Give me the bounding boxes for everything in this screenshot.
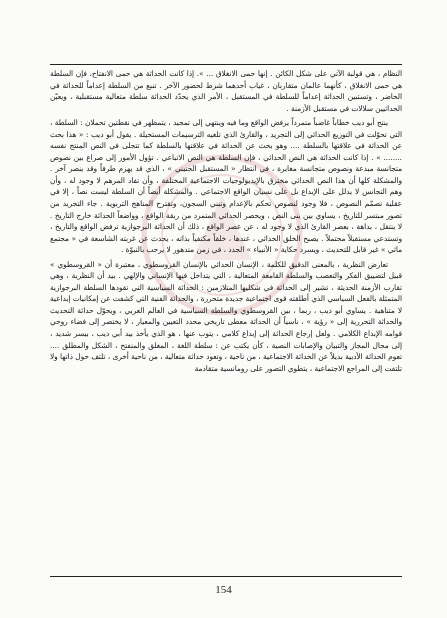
paragraph-2: ينتج أبو ديب خطاباً غاضباً متمرداً يرفض الواقع وما فيه وينتهي إلى تمجيد ، يتمظهر في نقطتين تحملان : السلطة ، التي تحوّلت في التوزيع الحداثي إلى التجريد ، والقارئ الذي تلغيه الترسيمات المستحيلة . يقول أبو ديب : « هذا بحث عن الحداثة في علاقتها بالسلطة .... وهو بحث عن الحداثة في علاقتها بالسلطة كما تتجلى في النص المنتج نفسه ........ » . إذا كانت الحداثة هي النص الحداثي ، فإن السلطة هي النص الاتباعي . تؤول الأمور إلى صراع بين نصوص متجانسة مبدعة ونصوص متجانسة مغايرة ، في انتظار « المستقبل الجنيني » ، الذي قد يهزم طرفاً وقد ينصر آخر . والمشكلة كلها أن هذا النص الحداثي مخترق بالإيديولوجيات الاجتماعية المختلفة ، وأن تفاد المرهم لا وجود له ، وأن وهم التجانس لا يدلل على الإبداع بل على نسيان الواقع الاجتماعي . والمشكلة أيضاً أن السلطة ليست نصاً ، إلا في عقلية تصمّم النصوص ، فلا وجود لنصوص تحكم بالإعدام وتبني السجون، وتقترح المناهج التربوية . جاء التجريد من تصور مبتسر للتاريخ ، يساوي بين بنى النص ، ويحصر الحداثي المتمرد من ربقة الواقع ، وواضعاً الحداثة خارج التاريخ . لا ينتقل ، بداهة ، بعصر القارئ الذي لا وجود له ، عن عصر الواقع ، ذلك أن الحداثة البرجوازية ترفض الواقع والتاريخ ، وتستدعي مستقبلاً محتملاً . يصبح الخلق الحداثي ، عندها ، خلقاً مكتفياً بذاته ، يحدث عن غربته الشاسعة في « مجتمع ماثي » غير قابل للتحديث ، ويسرد حكاية « الأنبياء » الجدد ، في زمن متدهور لا يرحب بالنبوّة . [50,118,402,255]
page-number: 154 [215,584,232,596]
paragraph-1: النظام ، هي قولبة الآتي على شكل الكائن . إنها حمى الانغلاق ... ». إذا كانت الحداثة هي حمى الانفتاح، فإن السلطة هي حمى الانغلاق ، كأنهما عالمان متقاربان ، غياب أحدهما شرط لحضور الآخر . تنبع من السلطة إعداماً للحداثة في الحاضر ، وتستبين الحداثة إعداماً للسلطة في المستقبل ، الأمر الذي يحدّد الحداثة سلطة متعالية مستقبلية ، ويعيّن الحداثيين سلالات في مستقبل الأزمنة . [50,69,402,113]
top-rule [50,64,402,65]
bottom-rule [50,576,402,577]
body-text [50,68,402,374]
paragraph-3: تعارض النظرية ، بالمعنى الدقيق للكلمة ، الإنسان الحداثي بالإنسان القروسطوي ، معتبرة أن « القروسطوي » قبيل لتضييق الفكر والتعصب والسلطة القامعة المتعالية ، التي يتداخل فيها الإنساني والإلهي . بيد أن النظرية ، وهي تقارب الأزمنة الحديثة ، تشير إلى الحداثة في شكليها المتلازمين : الحداثة السياسية التي تقودها السلطة البرجوازية المتمثلة بالفعل السياسي الذي أطلقته قوى اجتماعية جديدة متحررة ، والحداثة الفنية التي كشفت عن إمكانيات إبداعية لا متناهية . يساوي أبو ديب ، ربما ، بين القروسطوي والسلطة السياسية في العالم العربي ، ويحوّل حداثة التحديث والحداثة التحررية إلى « رؤية » ، ناسياً أن الحداثة معطى تاريخي محدد التعيين والمعيار ، لا يختصر إلى فضاء روحي قوامه الإبداع الكلامي . ولعل إرجاع الحداثة إلى إبداع كلامي ، يتوب عنها ، هو الذي يأخذ بيد أبي ديب ، بيسر شديد ، إلى مجال المجاز والتبيان والإصابات النصية ، كأن يكتب عن : سلطة اللغة ، المغلق والمنفتح ، الشكل والمطلق .... تعوم الحداثة الأدبية بديلاً عن الحداثة الاجتماعية ، من ناحية ، وتعود حداثة متعالية ، من ناحية أخرى ، تلتف حول ذاتها ولا تلتفت إلى المراجع الاجتماعية ، يتطوي التصور على رومانسية متقادمة [50,259,402,373]
